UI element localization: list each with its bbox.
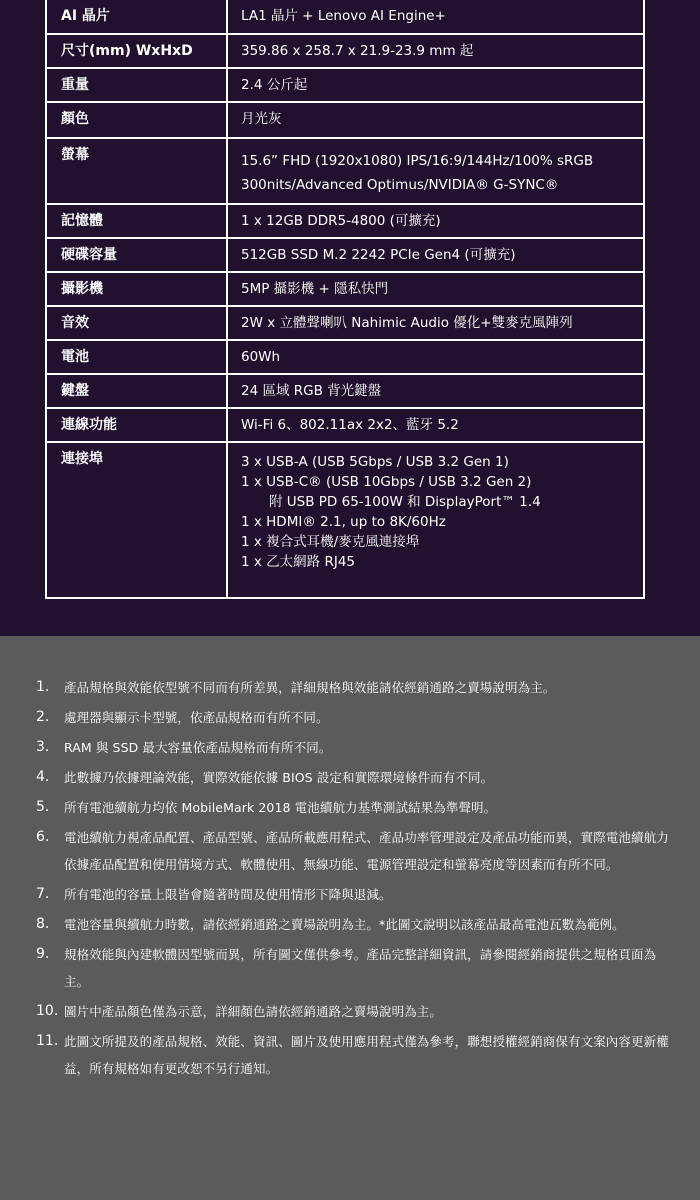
spec-row <box>46 0 644 34</box>
spec-label: 攝影機 <box>46 272 227 306</box>
spec-value-line: Wi-Fi 6、802.11ax 2x2、藍牙 5.2 <box>241 417 459 433</box>
spec-value-line: 1 x 複合式耳機/麥克風連接埠 <box>241 534 420 550</box>
spec-label: 硬碟容量 <box>46 238 227 272</box>
spec-label: 顏色 <box>46 102 227 138</box>
note-item <box>36 824 676 878</box>
note-text: 圖片中產品顏色僅為示意，詳細顏色請依經銷通路之賣場說明為主。 <box>64 1004 443 1019</box>
note-number: 5. <box>36 799 50 815</box>
note-number: 4. <box>36 769 50 785</box>
spec-value <box>227 102 644 138</box>
spec-value <box>227 408 644 442</box>
note-text: 電池容量與續航力時數，請依經銷通路之賣場說明為主。*此圖文說明以該產品最高電池瓦數為範例。 <box>64 917 625 932</box>
note-item <box>36 881 676 908</box>
spec-label: 重量 <box>46 68 227 102</box>
spec-value-line: 3 x USB-A (USB 5Gbps / USB 3.2 Gen 1) <box>241 454 509 470</box>
spec-value-line: 300nits/Advanced Optimus/NVIDIA® G-SYNC® <box>241 177 559 193</box>
spec-value <box>227 238 644 272</box>
spec-value-line: 1 x 乙太網路 RJ45 <box>241 554 355 570</box>
note-text: 此圖文所提及的產品規格、效能、資訊、圖片及使用應用程式僅為參考，聯想授權經銷商保有文案內容更新權益，所有規格如有更改恕不另行通知。 <box>64 1034 669 1076</box>
note-number: 3. <box>36 739 50 755</box>
note-text: RAM 與 SSD 最大容量依產品規格而有所不同。 <box>64 740 332 755</box>
spec-row <box>46 340 644 374</box>
spec-value-line: 1 x USB-C® (USB 10Gbps / USB 3.2 Gen 2) <box>241 474 532 490</box>
note-number: 11. <box>36 1033 59 1049</box>
note-text: 此數據乃依據理論效能，實際效能依據 BIOS 設定和實際環境條件而有不同。 <box>64 770 494 785</box>
spec-row <box>46 408 644 442</box>
spec-value <box>227 34 644 68</box>
note-item <box>36 998 676 1025</box>
spec-value-line: 60Wh <box>241 349 281 365</box>
spec-label: 連接埠 <box>46 442 227 598</box>
note-number: 8. <box>36 916 50 932</box>
note-number: 10. <box>36 1003 59 1019</box>
spec-value-line: 359.86 x 258.7 x 21.9-23.9 mm 起 <box>241 43 474 59</box>
spec-value <box>227 0 644 34</box>
spec-row <box>46 34 644 68</box>
spec-label: 記憶體 <box>46 204 227 238</box>
note-text: 電池續航力視產品配置、產品型號、產品所載應用程式、產品功率管理設定及產品功能而異，實際電池續航力依據產品配置和使用情境方式、軟體使用、無線功能、電源管理設定和螢幕亮度等因素而有所不同。 <box>64 830 669 872</box>
spec-label: 鍵盤 <box>46 374 227 408</box>
spec-table <box>45 0 645 599</box>
note-item <box>36 911 676 938</box>
spec-label: 連線功能 <box>46 408 227 442</box>
spec-row <box>46 374 644 408</box>
spec-label: 螢幕 <box>46 138 227 204</box>
spec-label: 音效 <box>46 306 227 340</box>
spec-label: AI 晶片 <box>46 0 227 34</box>
spec-value-line: 1 x 12GB DDR5-4800 (可擴充) <box>241 213 441 229</box>
notes-list <box>36 674 676 1085</box>
spec-row <box>46 306 644 340</box>
spec-value-line: 附 USB PD 65-100W 和 DisplayPort™ 1.4 <box>269 494 541 510</box>
spec-value-line: 5MP 攝影機 + 隱私快門 <box>241 281 389 297</box>
note-number: 6. <box>36 829 50 845</box>
spec-value <box>227 272 644 306</box>
note-item <box>36 704 676 731</box>
spec-value <box>227 442 644 598</box>
spec-row <box>46 272 644 306</box>
note-item <box>36 1028 676 1082</box>
spec-value-line: LA1 晶片 + Lenovo AI Engine+ <box>241 8 446 24</box>
note-item <box>36 764 676 791</box>
spec-value <box>227 374 644 408</box>
spec-label: 電池 <box>46 340 227 374</box>
note-number: 7. <box>36 886 50 902</box>
spec-value <box>227 306 644 340</box>
spec-label: 尺寸(mm) WxHxD <box>46 34 227 68</box>
notes-section <box>0 636 700 1200</box>
spec-row <box>46 442 644 598</box>
spec-row <box>46 138 644 204</box>
note-text: 規格效能與內建軟體因型號而異，所有圖文僅供參考。產品完整詳細資訊，請參閱經銷商提供之規格頁面為主。 <box>64 947 657 989</box>
spec-value-line: 24 區域 RGB 背光鍵盤 <box>241 383 382 399</box>
spec-value <box>227 138 644 204</box>
note-text: 產品規格與效能依型號不同而有所差異，詳細規格與效能請依經銷通路之賣場說明為主。 <box>64 680 556 695</box>
note-text: 處理器與顯示卡型號，依產品規格而有所不同。 <box>64 710 329 725</box>
spec-value-line: 512GB SSD M.2 2242 PCIe Gen4 (可擴充) <box>241 247 516 263</box>
spec-value <box>227 68 644 102</box>
spec-value-line: 2W x 立體聲喇叭 Nahimic Audio 優化+雙麥克風陣列 <box>241 315 573 331</box>
spec-value-line: 15.6” FHD (1920x1080) IPS/16:9/144Hz/100% sRGB <box>241 153 594 169</box>
spec-value-line: 1 x HDMI® 2.1, up to 8K/60Hz <box>241 514 446 530</box>
note-text: 所有電池續航力均依 MobileMark 2018 電池續航力基準測試結果為準聲明。 <box>64 800 497 815</box>
spec-row <box>46 204 644 238</box>
spec-row <box>46 68 644 102</box>
spec-value-line: 月光灰 <box>241 111 282 127</box>
note-item <box>36 794 676 821</box>
note-item <box>36 941 676 995</box>
spec-row <box>46 102 644 138</box>
note-text: 所有電池的容量上限皆會隨著時間及使用情形下降與退減。 <box>64 887 392 902</box>
note-item <box>36 674 676 701</box>
spec-value <box>227 340 644 374</box>
note-number: 1. <box>36 679 50 695</box>
note-number: 9. <box>36 946 50 962</box>
spec-row <box>46 238 644 272</box>
spec-value-line: 2.4 公斤起 <box>241 77 308 93</box>
note-number: 2. <box>36 709 50 725</box>
note-item <box>36 734 676 761</box>
spec-value <box>227 204 644 238</box>
